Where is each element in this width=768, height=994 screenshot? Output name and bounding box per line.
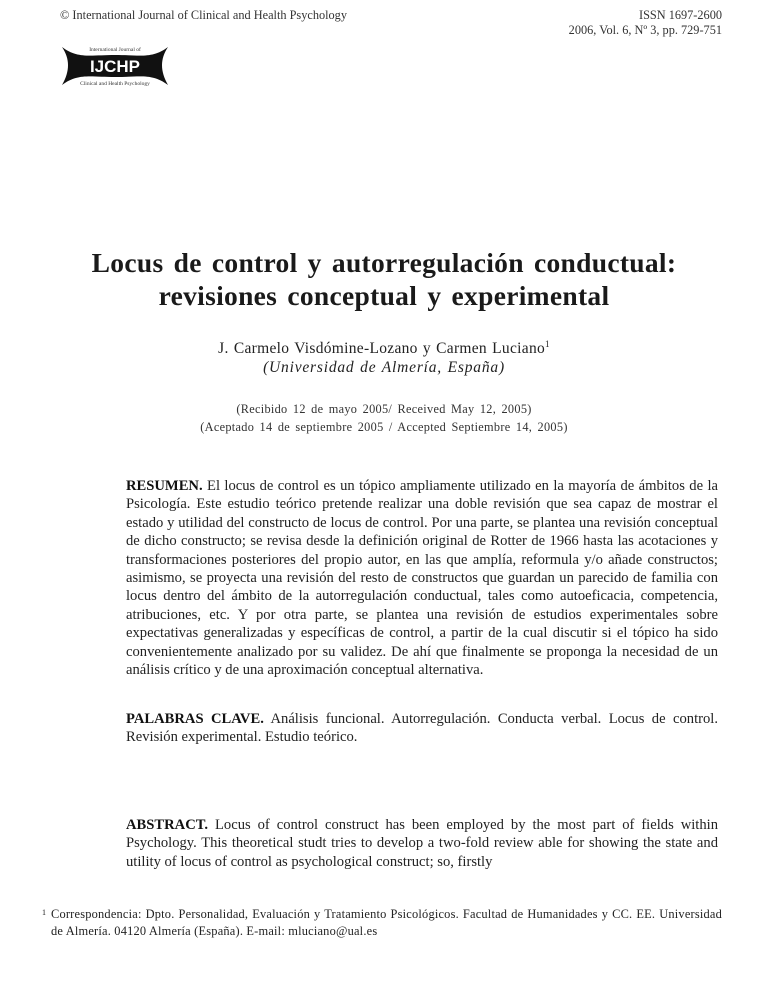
authors-text: J. Carmelo Visdómine-Lozano y Carmen Luciano <box>218 340 546 357</box>
volume-citation: 2006, Vol. 6, Nº 3, pp. 729-751 <box>568 23 722 37</box>
author-block <box>0 335 768 377</box>
svg-text:International Journal of: International Journal of <box>89 47 141 53</box>
author-footnote-mark[interactable]: 1 <box>545 339 550 349</box>
resumen-label: RESUMEN. <box>126 478 203 494</box>
title-line-1: Locus de control y autorregulación conductual: <box>91 247 677 278</box>
issn: ISSN 1697-2600 <box>638 8 722 22</box>
footnote <box>42 906 722 940</box>
resumen-text: El locus de control es un tópico ampliamente utilizado en la mayoría de ámbitos de la Psicología. Este estudio teórico pretende realizar una doble revisión que sea capaz de mostrar el estado y utilidad del constructo de locus de control. Por una parte, se plantea una revisión conceptual de dicho constructo; se revisa desde la definición original de Rotter de 1966 hasta las acotaciones y transformaciones posteriores del propio autor, en las que amplía, reformula y/o añade constructos; asimismo, se proyecta una revisión del resto de constructos que guardan un parecido de familia con locus dentro del ámbito de la autorregulación conductual, tales como autoeficacia, competencia, atribuciones, etc. Y por otra parte, se plantea una revisión de estudios experimentales sobre expectativas generalizadas y específicas de control, a partir de la cual discutir si el tópico ha sido convenientemente analizado por su validez. De ahí que finalmente se proponga la necesidad de un análisis crítico y de una aproximación conceptual alternativa. <box>126 478 718 679</box>
received-date: (Recibido 12 de mayo 2005/ Received May 12, 2005) <box>236 402 532 416</box>
title-line-2: revisiones conceptual y experimental <box>158 280 610 311</box>
accepted-date: (Aceptado 14 de septiembre 2005 / Accepted Septiembre 14, 2005) <box>200 420 568 434</box>
submission-dates <box>0 400 768 436</box>
journal-citation-block <box>569 8 722 38</box>
abstract-text: Locus of control construct has been employed by the most part of fields within Psychology. This theoretical studt tries to develop a two-fold review able for showing the state and utility of locus of control as psychological construct; so, firstly <box>126 817 718 870</box>
palabras-clave-text: Análisis funcional. Autorregulación. Conducta verbal. Locus de control. Revisión experimental. Estudio teórico. <box>126 711 718 746</box>
svg-text:IJCHP: IJCHP <box>89 57 141 76</box>
article-title <box>0 246 768 312</box>
svg-text:Clinical and Health Psychology: Clinical and Health Psychology <box>80 81 150 87</box>
abstract-paragraph <box>126 816 718 871</box>
resumen-paragraph <box>126 477 718 679</box>
palabras-clave-paragraph <box>126 710 718 747</box>
abstract-label: ABSTRACT. <box>126 817 209 833</box>
footnote-text: Correspondencia: Dpto. Personalidad, Evaluación y Tratamiento Psicológicos. Facultad de Humanidades y CC. EE. Universidad de Almería. 04120 Almería (España). E-mail: mluciano@ual.es <box>51 907 722 938</box>
ijchp-logo <box>60 41 170 89</box>
palabras-clave-label: PALABRAS CLAVE. <box>126 711 264 727</box>
affiliation: (Universidad de Almería, España) <box>263 359 505 376</box>
ijchp-logo-icon <box>60 41 170 89</box>
author-names <box>0 335 768 358</box>
journal-copyright: © International Journal of Clinical and Health Psychology <box>60 8 347 22</box>
footnote-number: 1 <box>42 908 47 917</box>
